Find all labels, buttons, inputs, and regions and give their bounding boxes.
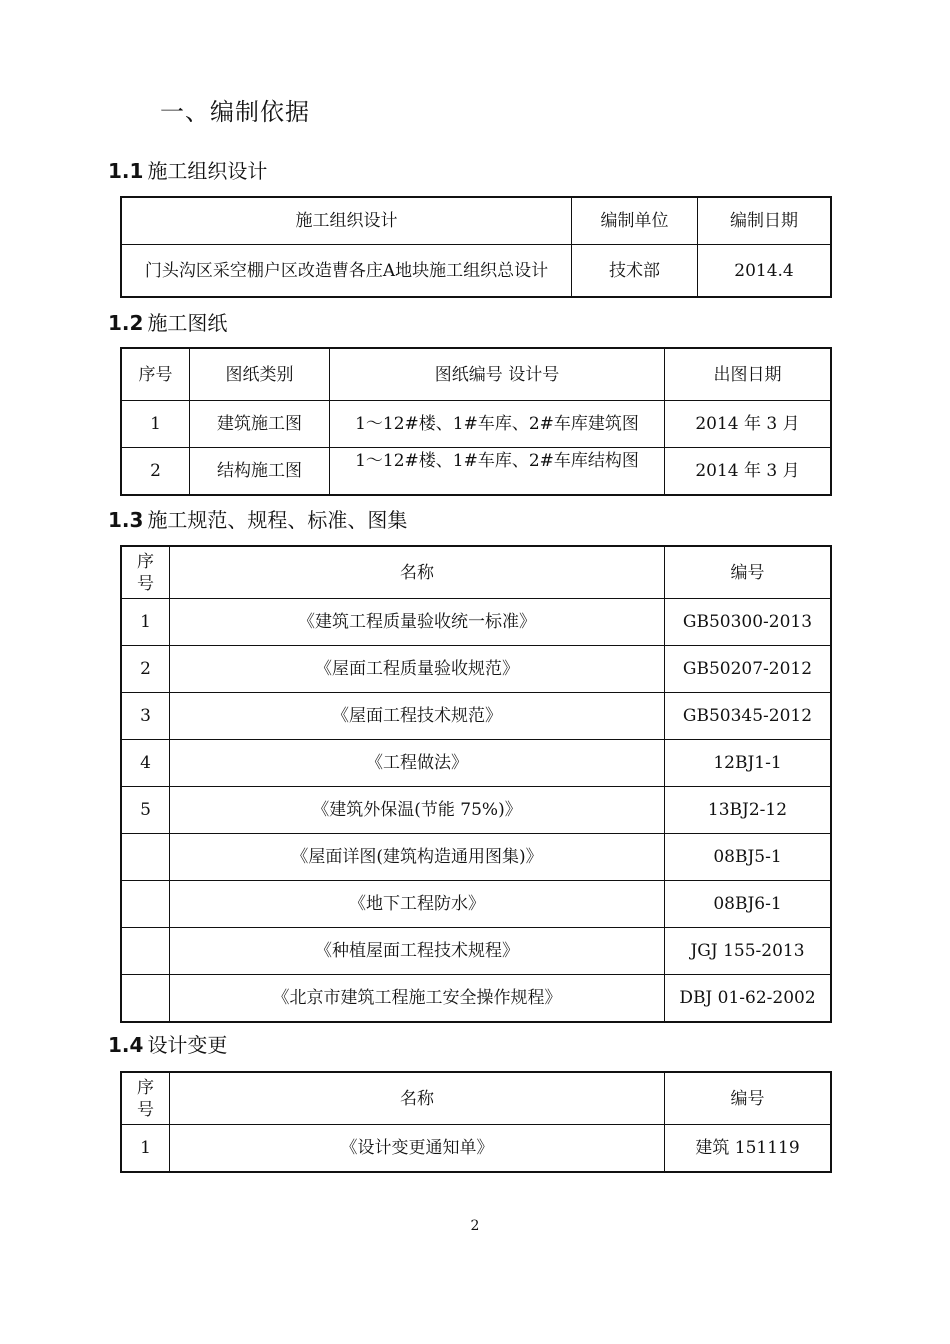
table-cell: 《屋面详图(建筑构造通用图集)》 — [170, 834, 665, 881]
table-cell: DBJ 01-62-2002 — [665, 975, 831, 1022]
header-cell: 序号 — [122, 547, 170, 599]
table-cell: 《建筑外保温(节能 75%)》 — [170, 787, 665, 834]
header-cell: 序号 — [122, 1073, 170, 1125]
table-cell — [122, 975, 170, 1022]
table-construction-design — [121, 197, 831, 297]
table-cell: 建筑施工图 — [190, 401, 330, 448]
table-row — [122, 401, 831, 448]
table-cell: 《屋面工程质量验收规范》 — [170, 646, 665, 693]
section-heading-1-2 — [108, 307, 227, 336]
table-cell: 4 — [122, 740, 170, 787]
table-cell: 3 — [122, 693, 170, 740]
table-row — [122, 1125, 831, 1172]
table-cell: 技术部 — [572, 245, 698, 297]
header-cell: 出图日期 — [665, 349, 831, 401]
table-design-changes — [121, 1072, 831, 1172]
section-number: 1.4 — [108, 1033, 144, 1057]
table-cell: 门头沟区采空棚户区改造曹各庄A地块施工组织总设计 — [122, 245, 572, 297]
table-cell: GB50345-2012 — [665, 693, 831, 740]
table-row — [122, 646, 831, 693]
table-row — [122, 740, 831, 787]
header-cell: 图纸类别 — [190, 349, 330, 401]
table-cell: 08BJ5-1 — [665, 834, 831, 881]
table-cell: 1 — [122, 1125, 170, 1172]
table-row — [122, 787, 831, 834]
section-title: 施工规范、规程、标准、图集 — [147, 508, 408, 532]
table-cell: 08BJ6-1 — [665, 881, 831, 928]
table-cell: 《种植屋面工程技术规程》 — [170, 928, 665, 975]
table-cell: JGJ 155-2013 — [665, 928, 831, 975]
table-row — [122, 928, 831, 975]
section-number: 1.1 — [108, 159, 144, 183]
section-number: 1.3 — [108, 508, 144, 532]
table-cell: 1 — [122, 401, 190, 448]
table-cell: 《建筑工程质量验收统一标准》 — [170, 599, 665, 646]
table-cell: 2014 年 3 月 — [665, 401, 831, 448]
table-cell — [122, 834, 170, 881]
table-row — [122, 975, 831, 1022]
header-cell: 图纸编号 设计号 — [330, 349, 665, 401]
page-title: 一、编制依据 — [160, 98, 310, 126]
table-cell — [122, 928, 170, 975]
table-cell: 结构施工图 — [190, 448, 330, 495]
header-cell: 编制单位 — [572, 198, 698, 245]
table-cell: 2014.4 — [698, 245, 831, 297]
section-heading-1-1 — [108, 155, 267, 184]
table-cell: 13BJ2-12 — [665, 787, 831, 834]
header-cell: 编号 — [665, 1073, 831, 1125]
header-cell: 编号 — [665, 547, 831, 599]
table-cell: 2014 年 3 月 — [665, 448, 831, 495]
table-row — [122, 881, 831, 928]
table-cell: 2 — [122, 646, 170, 693]
section-heading-1-3 — [108, 504, 407, 533]
table-cell: 建筑 151119 — [665, 1125, 831, 1172]
table-row — [122, 448, 831, 495]
table-cell: GB50207-2012 — [665, 646, 831, 693]
table-cell: 1～12#楼、1#车库、2#车库结构图 — [330, 448, 665, 495]
header-cell: 施工组织设计 — [122, 198, 572, 245]
section-title: 施工图纸 — [147, 311, 228, 335]
header-cell: 名称 — [170, 1073, 665, 1125]
page-number: 2 — [470, 1218, 480, 1234]
header-cell: 序号 — [122, 349, 190, 401]
table-cell: 《屋面工程技术规范》 — [170, 693, 665, 740]
table-row — [122, 693, 831, 740]
table-cell: GB50300-2013 — [665, 599, 831, 646]
section-heading-1-4 — [108, 1029, 227, 1058]
section-title: 施工组织设计 — [147, 159, 268, 183]
table-cell: 12BJ1-1 — [665, 740, 831, 787]
table-row — [122, 599, 831, 646]
table-cell: 《北京市建筑工程施工安全操作规程》 — [170, 975, 665, 1022]
table-cell: 《工程做法》 — [170, 740, 665, 787]
table-cell: 1 — [122, 599, 170, 646]
table-cell — [122, 881, 170, 928]
table-cell: 《地下工程防水》 — [170, 881, 665, 928]
table-row — [122, 245, 831, 297]
section-title: 设计变更 — [147, 1033, 228, 1057]
table-cell: 1～12#楼、1#车库、2#车库建筑图 — [330, 401, 665, 448]
table-cell: 《设计变更通知单》 — [170, 1125, 665, 1172]
table-standards — [121, 546, 831, 1022]
header-cell: 编制日期 — [698, 198, 831, 245]
section-number: 1.2 — [108, 311, 144, 335]
table-cell: 2 — [122, 448, 190, 495]
table-drawings — [121, 348, 831, 495]
table-row — [122, 834, 831, 881]
table-cell: 5 — [122, 787, 170, 834]
header-cell: 名称 — [170, 547, 665, 599]
